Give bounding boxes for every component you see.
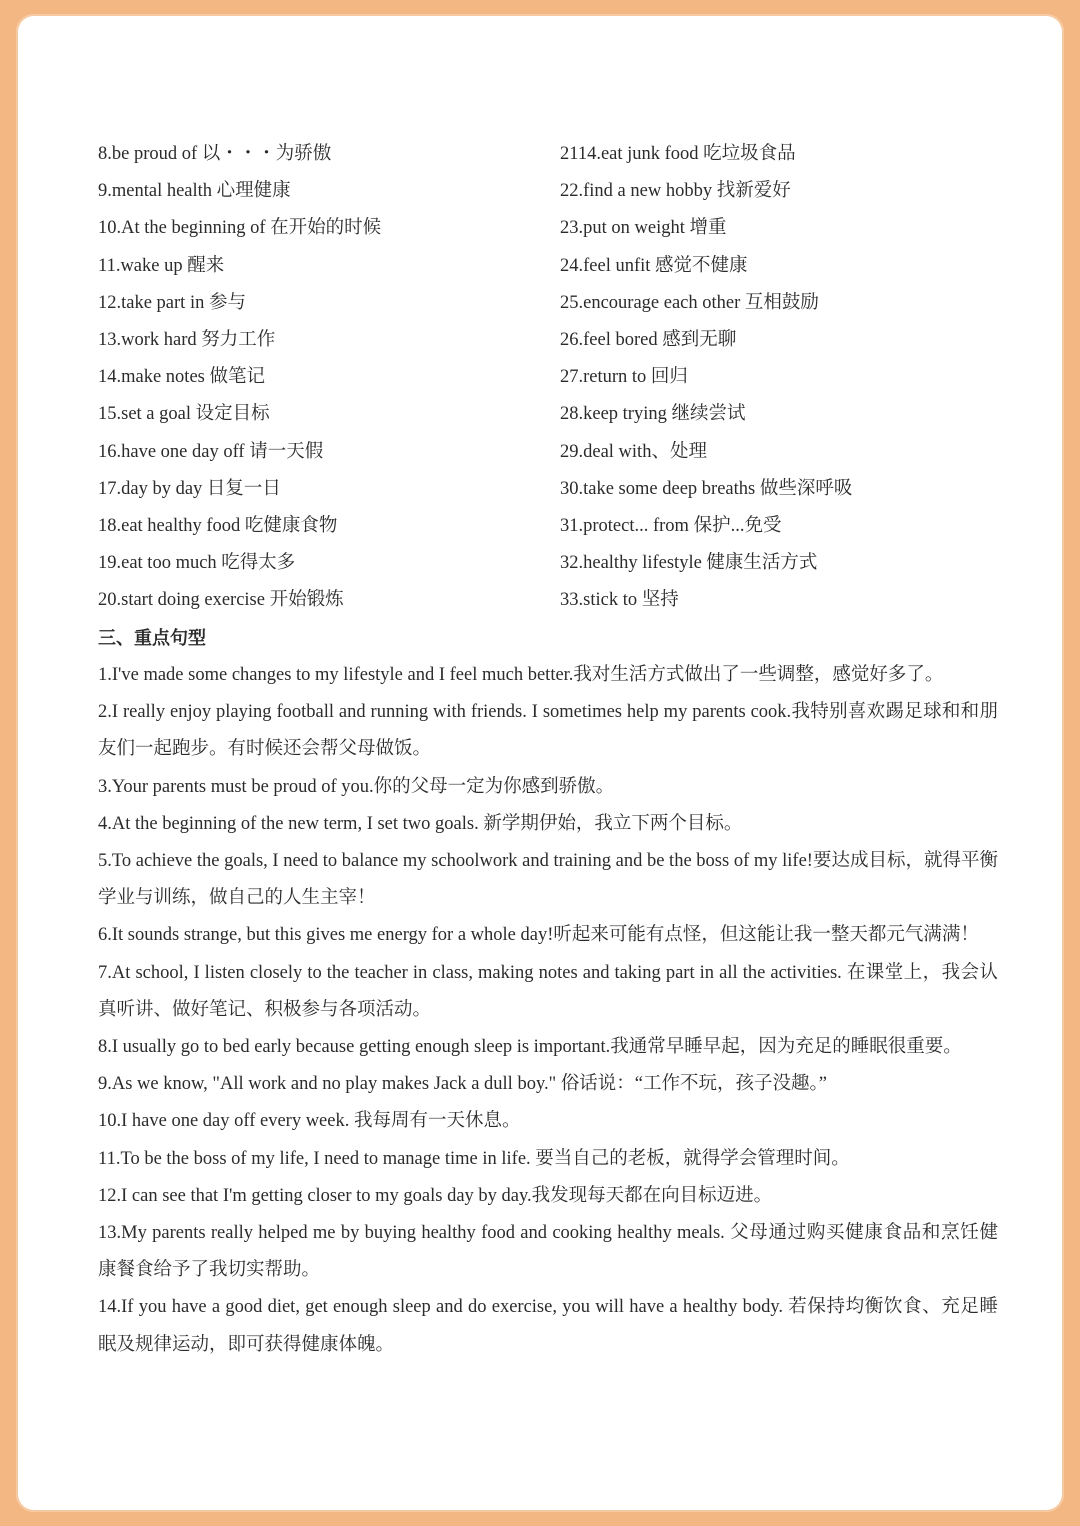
sentence-item: 7.At school, I listen closely to the teacher in class, making notes and taking part in all the activities. 在课堂上，我会认真听讲、做好笔记、积极参与各项活动。 [98, 962, 998, 1020]
phrase-item: 22.find a new hobby 找新爱好 [560, 181, 791, 202]
phrase-item: 19.eat too much 吃得太多 [98, 553, 296, 574]
phrase-item: 29.deal with、处理 [560, 441, 707, 462]
phrase-item: 30.take some deep breaths 做些深呼吸 [560, 478, 853, 499]
phrase-item: 15.set a goal 设定目标 [98, 404, 270, 425]
phrase-item: 16.have one day off 请一天假 [98, 441, 324, 462]
sentence-item: 9.As we know, "All work and no play makes Jack a dull boy." 俗话说：“工作不玩，孩子没趣。” [98, 1074, 827, 1095]
sentence-item: 6.It sounds strange, but this gives me energy for a whole day!听起来可能有点怪，但这能让我一整天都元气满满！ [98, 925, 979, 946]
sentence-item: 12.I can see that I'm getting closer to my goals day by day.我发现每天都在向目标迈进。 [98, 1185, 773, 1206]
sentence-item: 13.My parents really helped me by buying healthy food and cooking healthy meals. 父母通过购买健康食品和烹饪健康餐食给予了我切实帮助。 [98, 1223, 998, 1281]
phrase-item: 18.eat healthy food 吃健康食物 [98, 515, 338, 536]
phrase-item: 12.take part in 参与 [98, 292, 246, 313]
phrase-item: 32.healthy lifestyle 健康生活方式 [560, 553, 818, 574]
phrase-column-left [98, 136, 538, 619]
phrase-item: 9.mental health 心理健康 [98, 181, 291, 202]
phrase-item: 17.day by day 日复一日 [98, 478, 281, 499]
sentence-item: 8.I usually go to bed early because getting enough sleep is important.我通常早睡早起，因为充足的睡眠很重要。 [98, 1037, 962, 1058]
sentence-item: 1.I've made some changes to my lifestyle and I feel much better.我对生活方式做出了一些调整，感觉好多了。 [98, 665, 944, 685]
phrase-item: 20.start doing exercise 开始锻炼 [98, 590, 344, 611]
document-page [16, 14, 1064, 1512]
sentence-item: 2.I really enjoy playing football and running with friends. I sometimes help my parents cook.我特别喜欢踢足球和和朋友们一起跑步。有时候还会帮父母做饭。 [98, 702, 998, 760]
phrase-item: 23.put on weight 增重 [560, 218, 727, 239]
phrase-item: 25.encourage each other 互相鼓励 [560, 292, 819, 313]
sentence-item: 14.If you have a good diet, get enough sleep and do exercise, you will have a healthy body. 若保持均衡饮食、充足睡眠及规律运动，即可获得健康体魄。 [98, 1297, 998, 1355]
phrase-item: 33.stick to 坚持 [560, 590, 679, 611]
phrase-list [98, 136, 998, 620]
sentence-item: 11.To be the boss of my life, I need to manage time in life. 要当自己的老板，就得学会管理时间。 [98, 1148, 850, 1169]
section-title: 三、重点句型 [98, 628, 206, 649]
sentence-item: 3.Your parents must be proud of you.你的父母一定为你感到骄傲。 [98, 776, 615, 797]
phrase-item: 31.protect... from 保护...免受 [560, 515, 782, 536]
phrase-item: 28.keep trying 继续尝试 [560, 404, 746, 425]
sentence-item: 4.At the beginning of the new term, I set two goals. 新学期伊始，我立下两个目标。 [98, 813, 743, 834]
phrase-item: 2114.eat junk food 吃垃圾食品 [560, 144, 796, 164]
phrase-item: 10.At the beginning of 在开始的时候 [98, 218, 382, 239]
phrase-item: 24.feel unfit 感觉不健康 [560, 255, 748, 276]
phrase-item: 11.wake up 醒来 [98, 255, 225, 276]
sentence-item: 5.To achieve the goals, I need to balance my schoolwork and training and be the boss of my life!要达成目标，就得平衡学业与训练，做自己的人生主宰！ [98, 851, 998, 909]
phrase-item: 8.be proud of 以・・・为骄傲 [98, 144, 332, 164]
sentence-list [98, 657, 998, 1364]
phrase-column-right [560, 136, 1000, 619]
sentence-item: 10.I have one day off every week. 我每周有一天休息。 [98, 1111, 521, 1132]
document-content [98, 136, 998, 1364]
phrase-item: 27.return to 回归 [560, 367, 688, 388]
phrase-item: 13.work hard 努力工作 [98, 329, 276, 350]
phrase-item: 14.make notes 做笔记 [98, 367, 265, 388]
phrase-item: 26.feel bored 感到无聊 [560, 329, 737, 350]
